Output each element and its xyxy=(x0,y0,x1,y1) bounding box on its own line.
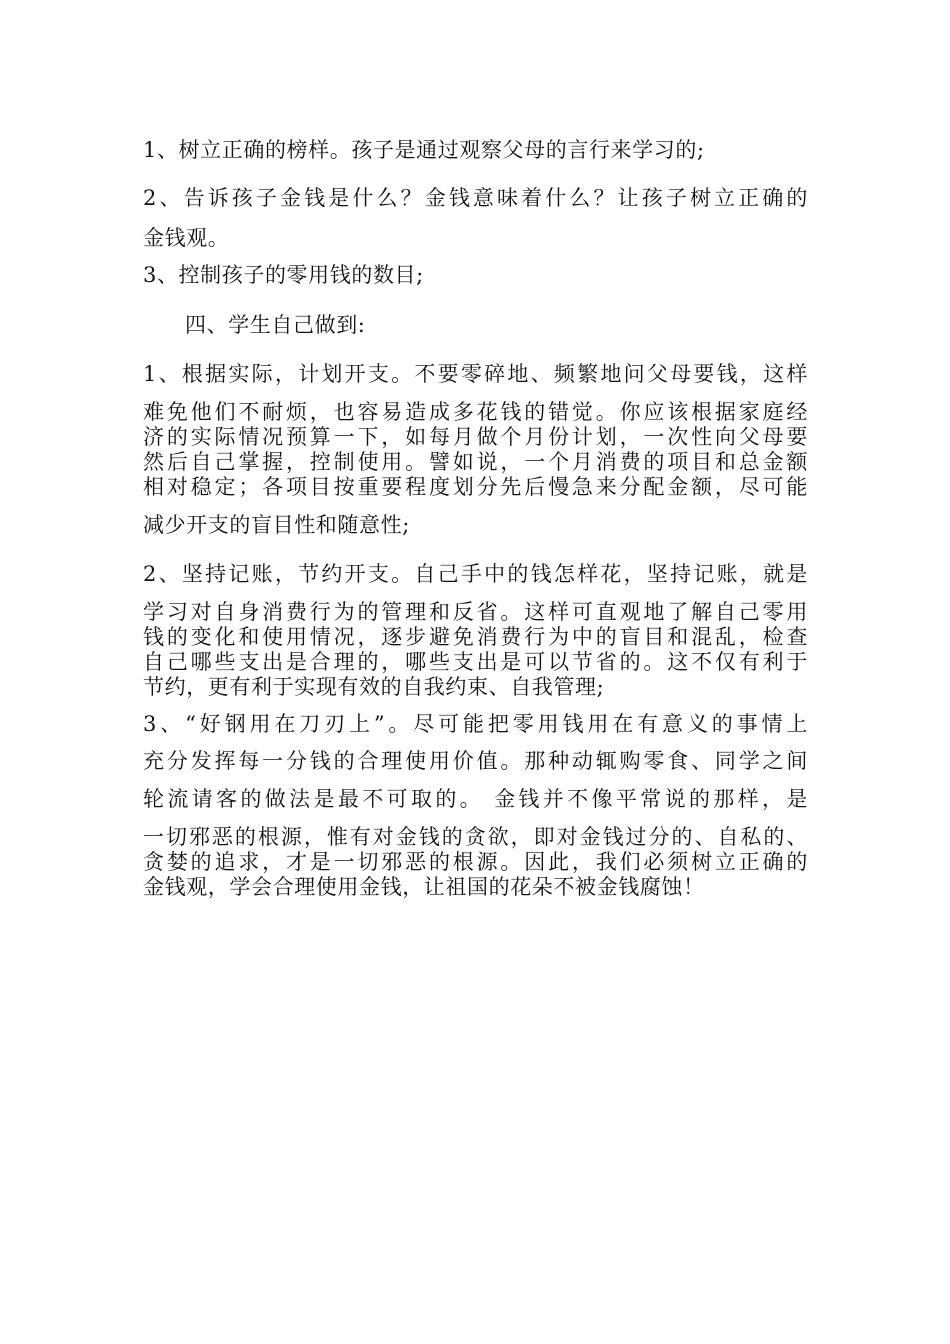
text-line-17: 3、“好钢用在刀刃上”。尽可能把零用钱用在有意义的事情上 xyxy=(143,712,808,736)
text-line-14: 钱的变化和使用情况，逐步避免消费行为中的盲目和混乱，检查 xyxy=(143,625,808,649)
section-heading: 四、学生自己做到: xyxy=(185,313,366,337)
text-line-19: 轮流请客的做法是最不可取的。 金钱并不像平常说的那样，是 xyxy=(143,787,808,811)
text-line-9: 然后自己掌握，控制使用。譬如说，一个月消费的项目和总金额 xyxy=(143,450,808,474)
text-line-13: 学习对自身消费行为的管理和反省。这样可直观地了解自己零用 xyxy=(143,600,808,624)
text-line-18: 充分发挥每一分钱的合理使用价值。那种动辄购零食、同学之间 xyxy=(143,749,808,773)
text-line-20: 一切邪恶的根源，惟有对金钱的贪欲，即对金钱过分的、自私的、 xyxy=(143,825,808,849)
text-line-2: 2、告诉孩子金钱是什么？金钱意味着什么？让孩子树立正确的 xyxy=(143,186,808,210)
text-line-22: 金钱观，学会合理使用金钱，让祖国的花朵不被金钱腐蚀！ xyxy=(143,875,705,899)
text-line-21: 贪婪的追求，才是一切邪恶的根源。因此，我们必须树立正确的 xyxy=(143,850,808,874)
text-line-16: 节约，更有利于实现有效的自我约束、自我管理; xyxy=(143,675,605,699)
text-line-3: 金钱观。 xyxy=(143,226,230,250)
text-line-4: 3、控制孩子的零用钱的数目; xyxy=(143,263,424,287)
text-line-11: 减少开支的盲目性和随意性; xyxy=(143,513,410,537)
text-line-6: 1、根据实际，计划开支。不要零碎地、频繁地问父母要钱，这样 xyxy=(143,362,808,386)
text-line-12: 2、坚持记账，节约开支。自己手中的钱怎样花，坚持记账，就是 xyxy=(143,562,808,586)
text-line-8: 济的实际情况预算一下，如每月做个月份计划，一次性向父母要 xyxy=(143,425,808,449)
text-line-7: 难免他们不耐烦，也容易造成多花钱的错觉。你应该根据家庭经 xyxy=(143,400,808,424)
text-line-15: 自己哪些支出是合理的，哪些支出是可以节省的。这不仅有利于 xyxy=(143,650,808,674)
text-line-10: 相对稳定；各项目按重要程度划分先后慢急来分配金额，尽可能 xyxy=(143,475,808,499)
text-line-1: 1、树立正确的榜样。孩子是通过观察父母的言行来学习的; xyxy=(143,138,705,162)
